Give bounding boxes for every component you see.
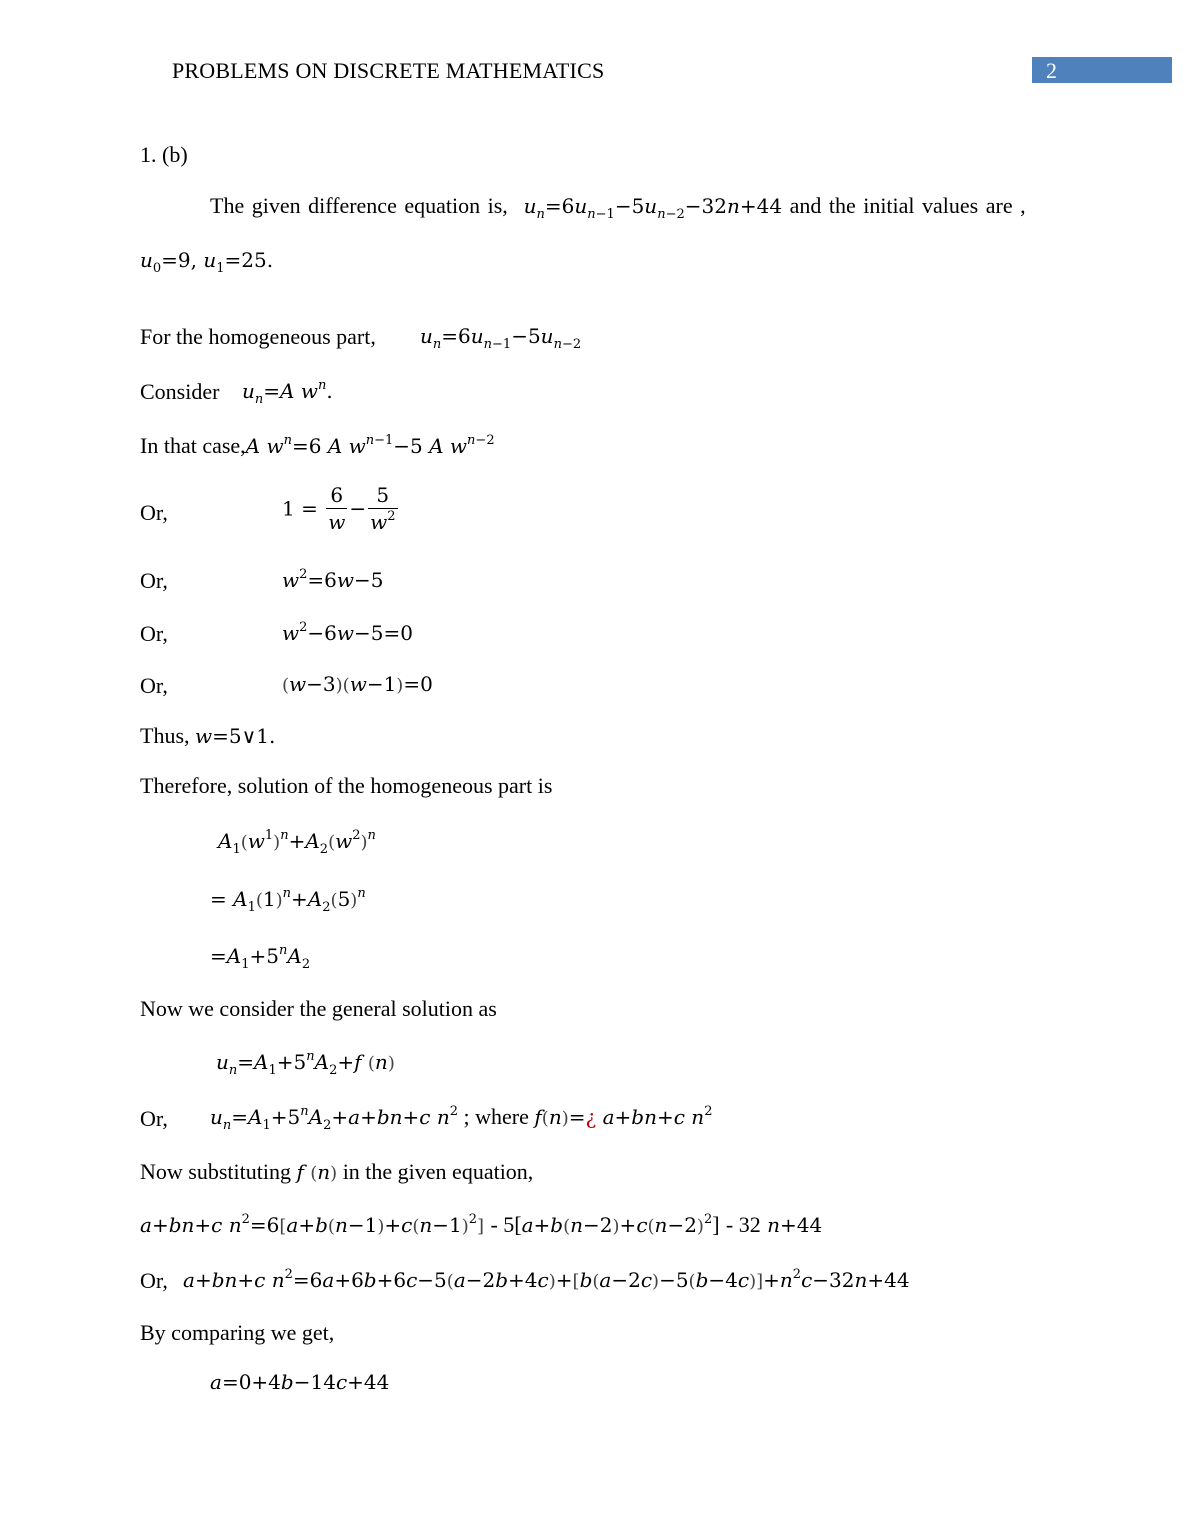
trial-solution: $u_n=A$ $w^n$.	[242, 378, 333, 407]
consider-line	[140, 379, 219, 405]
consider-label: Consider	[140, 379, 220, 404]
homogeneous-equation: $u_n=6u_{n-1}-5u_{n-2}$	[420, 324, 582, 352]
substituted-full-equation: a+bn+c $n^2=6[a+b(n-1)+c(n-1)^2] - 5[a+b(n-2)+c(n-2)^2] - 32$ n+44	[140, 1212, 823, 1237]
homogeneous-solution-1: $A_1(w^1)^n+A_2(w^2)^n$	[218, 828, 376, 857]
running-header-title: PROBLEMS ON DISCRETE MATHEMATICS	[172, 58, 605, 83]
homogeneous-label: For the homogeneous part,	[140, 324, 376, 349]
homogeneous-solution-2: = $A_1(1)^n+A_2(5)^n$	[210, 886, 366, 915]
comparison-result: a=0+4b−14c+44	[210, 1370, 390, 1394]
page-number: 2	[1046, 58, 1057, 83]
fraction-six-over-w: $\frac{6}{w}$	[328, 483, 346, 534]
general-solution-text: Now we consider the general solution as	[140, 996, 497, 1021]
in-that-case-label: In that case,	[140, 433, 246, 458]
or-label-4: Or,	[140, 673, 168, 698]
expanded-equation: a+bn+c $n^2=6a+6b+6c-5(a-2b+4c)+[b(a-2c)-5(b-4c)]+n^2c-32n+44$	[183, 1267, 910, 1292]
or-label-6: Or,	[140, 1268, 168, 1293]
homogeneous-solution-3: $=A_1+5^nA_2$	[210, 943, 311, 972]
substituting-line	[140, 1159, 533, 1185]
general-solution: $u_n=A_1+5^nA_2+f$ (n)	[216, 1049, 395, 1078]
f-definition: f(n)=¿ a+bn+c $n^2$	[534, 1104, 713, 1129]
section-label: 1. (b)	[140, 142, 188, 167]
particular-form: $u_n=A_1+5^nA_2+a+bn+c$ $n^2$	[210, 1104, 459, 1133]
therefore-text: Therefore, solution of the homogeneous part is	[140, 773, 553, 798]
fraction-five-over-w-squared: $\frac{5}{w^2}$	[370, 483, 396, 534]
f-of-n: f (n)	[296, 1160, 338, 1184]
factored-equation: (w−3)(w−1)=0	[282, 672, 433, 696]
intro-lead: The given difference equation is,	[210, 193, 508, 218]
minus-thirtytwo-text: - 32	[725, 1212, 761, 1237]
thus-line	[140, 723, 275, 749]
substituting-suffix: in the given equation,	[342, 1159, 534, 1184]
homogeneous-line	[140, 324, 376, 350]
where-text: ; where	[463, 1104, 529, 1129]
quadratic-equation: $w^2=6w-5$	[282, 567, 384, 592]
substituting-prefix: Now substituting	[140, 1159, 291, 1184]
in-that-case-line	[140, 433, 495, 459]
particular-form-line	[210, 1104, 713, 1133]
comparing-text: By comparing we get,	[140, 1320, 335, 1345]
initial-values: $u_0=9$, $u_1=25$.	[140, 248, 274, 276]
intro-line	[210, 193, 1026, 222]
thus-label: Thus,	[140, 723, 190, 748]
or-label-3: Or,	[140, 621, 168, 646]
or-label-1: Or,	[140, 500, 168, 525]
intro-trail: and the initial values are ,	[789, 193, 1026, 218]
quadratic-zero-form: $w^2-6w-5=0$	[282, 620, 413, 645]
page-number-box	[1032, 57, 1172, 83]
roots: w=5∨1.	[195, 724, 276, 748]
or-label-2: Or,	[140, 568, 168, 593]
substituted-equation: A $w^n=6$ A $w^{n-1}-5$ A $w^{n-2}$	[245, 433, 495, 458]
difference-equation: $u_n=6u_{n-1}-5u_{n-2}-32n+44$	[523, 194, 783, 222]
minus-five-text: - 5	[490, 1212, 515, 1237]
fraction-equation: 1 = $\frac{6}{w}$ − $\frac{5}{w^2}$	[282, 483, 396, 534]
or-label-5: Or,	[140, 1106, 168, 1131]
